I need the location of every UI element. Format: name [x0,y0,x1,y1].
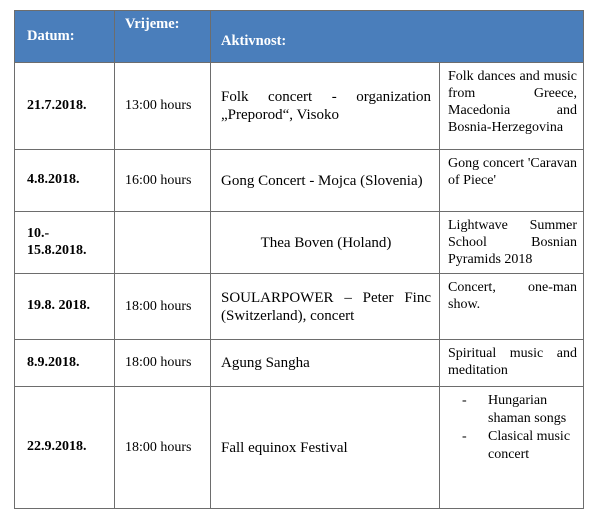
table-row [15,212,584,274]
cell-date-line-1: 10.- [27,226,50,242]
column-header-activity: Aktivnost: [211,11,584,63]
cell-date: 4.8.2018. [15,150,115,212]
table-row [15,63,584,150]
list-item: - Hungarian shaman songs [454,392,577,427]
column-header-time: Vrijeme: [115,11,211,63]
cell-date: 8.9.2018. [15,340,115,387]
cell-activity: Folk concert - organization „Preporod“, Visoko [211,63,440,150]
cell-description: Spiritual music and meditation [440,340,584,387]
cell-description: Folk dances and music from Greece, Macedonia and Bosnia-Herzegovina [440,63,584,150]
cell-activity: SOULARPOWER – Peter Finc (Switzerland), concert [211,274,440,340]
cell-time [115,212,211,274]
table-row [15,274,584,340]
table-row [15,387,584,509]
cell-activity: Gong Concert - Mojca (Slovenia) [211,150,440,212]
cell-date: 19.8. 2018. [15,274,115,340]
cell-description: Concert, one-man show. [440,274,584,340]
table-header [15,11,584,63]
cell-description: Lightwave Summer School Bosnian Pyramids 2018 [440,212,584,274]
table-row [15,150,584,212]
description-bullet-list [448,392,577,463]
cell-time: 16:00 hours [115,150,211,212]
cell-date [15,212,115,274]
cell-description: Gong concert 'Caravan of Piece' [440,150,584,212]
column-header-date: Datum: [15,11,115,63]
cell-time: 18:00 hours [115,387,211,509]
cell-time: 13:00 hours [115,63,211,150]
cell-activity: Fall equinox Festival [211,387,440,509]
cell-date: 22.9.2018. [15,387,115,509]
cell-activity: Thea Boven (Holand) [211,212,440,274]
table-body [15,63,584,509]
cell-date: 21.7.2018. [15,63,115,150]
cell-time: 18:00 hours [115,274,211,340]
cell-description [440,387,584,509]
event-schedule-table [14,10,584,509]
list-item: - Clasical music concert [454,428,577,463]
table-header-row [15,11,584,63]
cell-activity: Agung Sangha [211,340,440,387]
table-row [15,340,584,387]
cell-date-line-2: 15.8.2018. [27,242,87,258]
cell-time: 18:00 hours [115,340,211,387]
